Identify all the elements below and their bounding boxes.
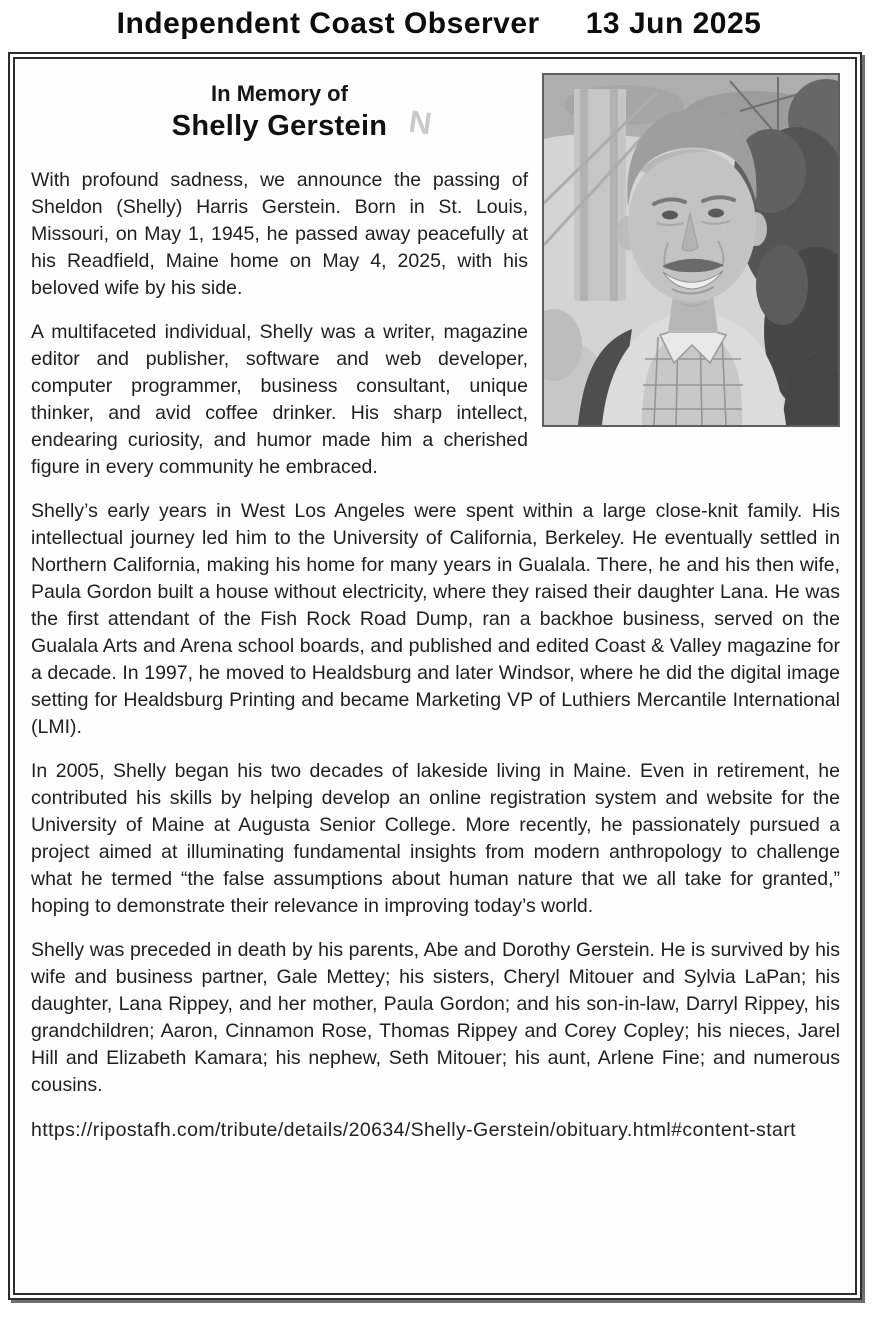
publication-title: Independent Coast Observer <box>116 7 540 40</box>
memorial-heading-block <box>31 81 840 143</box>
obituary-frame <box>8 52 862 1300</box>
issue-date: 13 Jun 2025 <box>585 7 762 40</box>
obituary-url: https://ripostafh.com/tribute/details/20634/Shelly-Gerstein/obituary.html#content-start <box>31 1119 796 1141</box>
memorial-label: In Memory of <box>211 81 348 106</box>
obituary-paragraph: A multifaceted individual, Shelly was a writer, magazine editor and publisher, software and web developer, computer programmer, business consultant, unique thinker, and avid coffee drinker. His sharp intellect, endearing curiosity, and humor made him a cherished figure in every community he embraced. <box>31 321 528 478</box>
deceased-name: Shelly Gerstein <box>171 110 388 142</box>
n-watermark: N <box>406 103 434 142</box>
obituary-paragraph: With profound sadness, we announce the passing of Sheldon (Shelly) Harris Gerstein. Born in St. Louis, Missouri, on May 1, 1945, he passed away peacefully at his Readfield, Maine home on May 4, 2025, with his beloved wife by his side. <box>31 169 528 299</box>
masthead <box>0 0 878 52</box>
obituary-paragraph: Shelly was preceded in death by his parents, Abe and Dorothy Gerstein. He is survived by his wife and business partner, Gale Mettey; his sisters, Cheryl Mitouer and Sylvia LaPan; his daughter, Lana Rippey, and her mother, Paula Gordon; and his son-in-law, Darryl Rippey, his grandchildren; Aaron, Cinnamon Rose, Thomas Rippey and Corey Copley; his nieces, Jarel Hill and Elizabeth Kamara; his nephew, Seth Mitouer; his aunt, Arlene Fine; and numerous cousins. <box>31 939 840 1096</box>
obituary-paragraph: Shelly’s early years in West Los Angeles were spent within a large close-knit family. His intellectual journey led him to the University of California, Berkeley. He eventually settled in Northern California, making his home for many years in Gualala. There, he and his then wife, Paula Gordon built a house without electricity, where they raised their daughter Lana. He was the first attendant of the Fish Rock Road Dump, ran a backhoe business, served on the Gualala Arts and Arena school boards, and published and edited Coast & Valley magazine for a decade. In 1997, he moved to Healdsburg and later Windsor, where he did the digital image setting for Healdsburg Printing and became Marketing VP of Luthiers Mercantile International (LMI). <box>31 500 840 738</box>
obituary-paragraph: In 2005, Shelly began his two decades of lakeside living in Maine. Even in retirement, he contributed his skills by helping develop an online registration system and website for the University of Maine at Augusta Senior College. More recently, he passionately pursued a project aimed at illuminating fundamental insights from modern anthropology to challenge what he termed “the false assumptions about human nature that we all take for granted,” hoping to demonstrate their relevance in improving today’s world. <box>31 760 840 917</box>
